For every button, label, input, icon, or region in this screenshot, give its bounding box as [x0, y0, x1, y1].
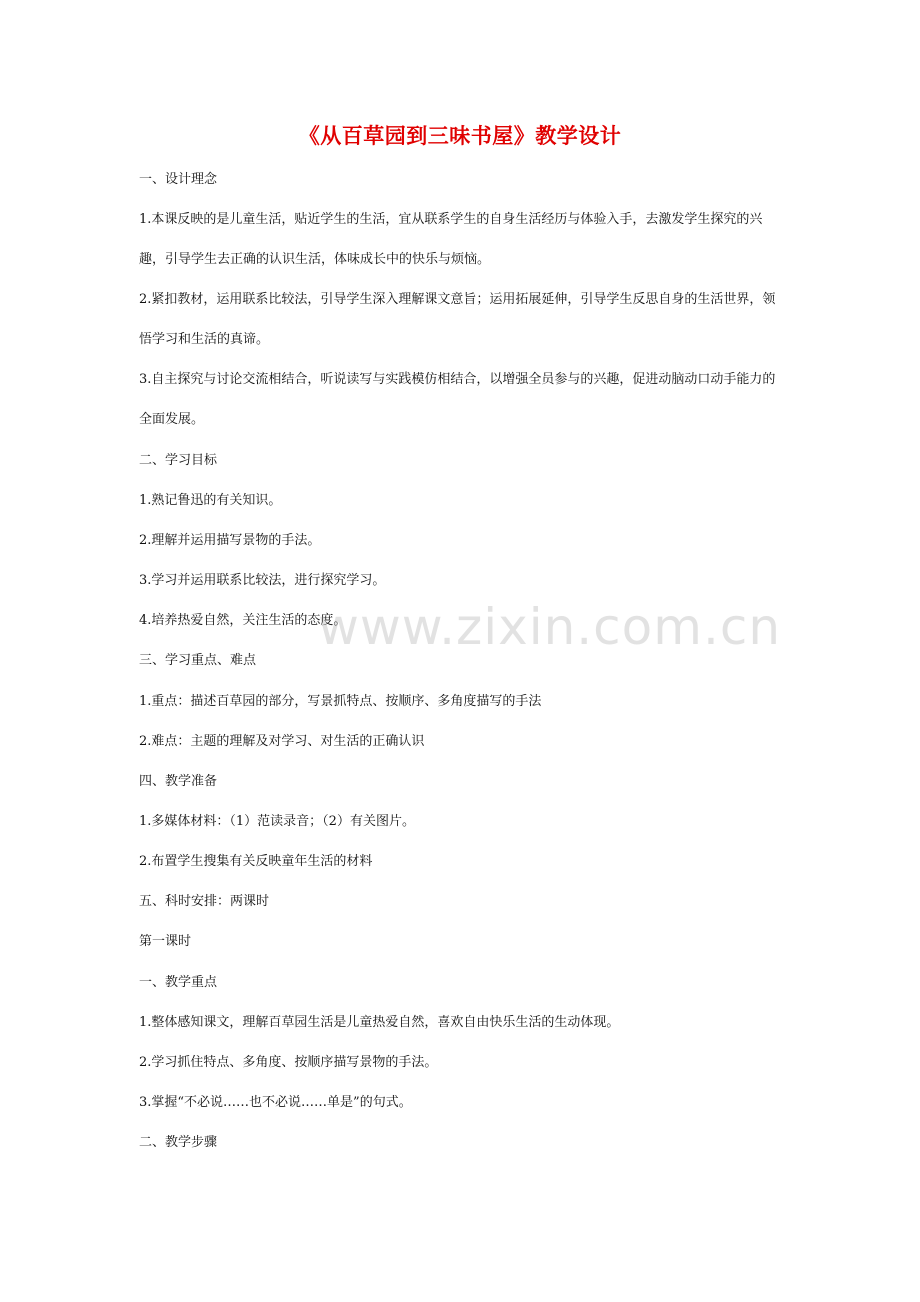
paragraph-goal-2: 2.理解并运用描写景物的手法。: [139, 533, 321, 548]
paragraph-difficult-point: 2.难点：主题的理解及对学习、对生活的正确认识: [139, 734, 425, 749]
paragraph-concept-3: 3.自主探究与讨论交流相结合，听说读写与实践模仿相结合，以增强全员参与的兴趣，促进动脑动口动手能力的全面发展。: [139, 372, 776, 427]
paragraph-goal-4: 4.培养热爱自然，关注生活的态度。: [139, 613, 347, 628]
paragraph-prep-1: 1.多媒体材料：（1）范读录音；（2）有关图片。: [139, 814, 415, 829]
paragraph-goal-1: 1.熟记鲁迅的有关知识。: [139, 493, 282, 508]
watermark: www.zixin.com.cn: [318, 598, 782, 656]
paragraph-concept-2: 2.紧扣教材，运用联系比较法，引导学生深入理解课文意旨；运用拓展延伸，引导学生反思自身的生活世界，领悟学习和生活的真谛。: [139, 292, 776, 347]
paragraph-goal-3: 3.学习并运用联系比较法，进行探究学习。: [139, 573, 386, 588]
paragraph-prep-2: 2.布置学生搜集有关反映童年生活的材料: [139, 854, 373, 869]
paragraph-key-point: 1.重点：描述百草园的部分，写景抓特点、按顺序、多角度描写的手法: [139, 694, 542, 709]
heading-schedule: 五、科时安排：两课时: [139, 894, 270, 909]
paragraph-concept-1: 1.本课反映的是儿童生活，贴近学生的生活，宜从联系学生的自身生活经历与体验入手，去激发学生探究的兴趣，引导学生去正确的认识生活，体味成长中的快乐与烦恼。: [139, 212, 763, 267]
heading-teaching-focus: 一、教学重点: [139, 975, 218, 990]
heading-learning-goals: 二、学习目标: [139, 453, 218, 468]
paragraph-focus-2: 2.学习抓住特点、多角度、按顺序描写景物的手法。: [139, 1055, 438, 1070]
paragraph-focus-3: 3.掌握“不必说……也不必说……单是”的句式。: [139, 1095, 412, 1110]
heading-preparation: 四、教学准备: [139, 774, 218, 789]
heading-teaching-steps: 二、教学步骤: [139, 1135, 218, 1150]
heading-design-concept: 一、设计理念: [139, 172, 218, 187]
document-title: 《从百草园到三味书屋》教学设计: [298, 124, 622, 148]
heading-key-points: 三、学习重点、难点: [139, 653, 257, 668]
heading-first-lesson: 第一课时: [139, 934, 192, 949]
paragraph-focus-1: 1.整体感知课文，理解百草园生活是儿童热爱自然，喜欢自由快乐生活的生动体现。: [139, 1015, 620, 1030]
